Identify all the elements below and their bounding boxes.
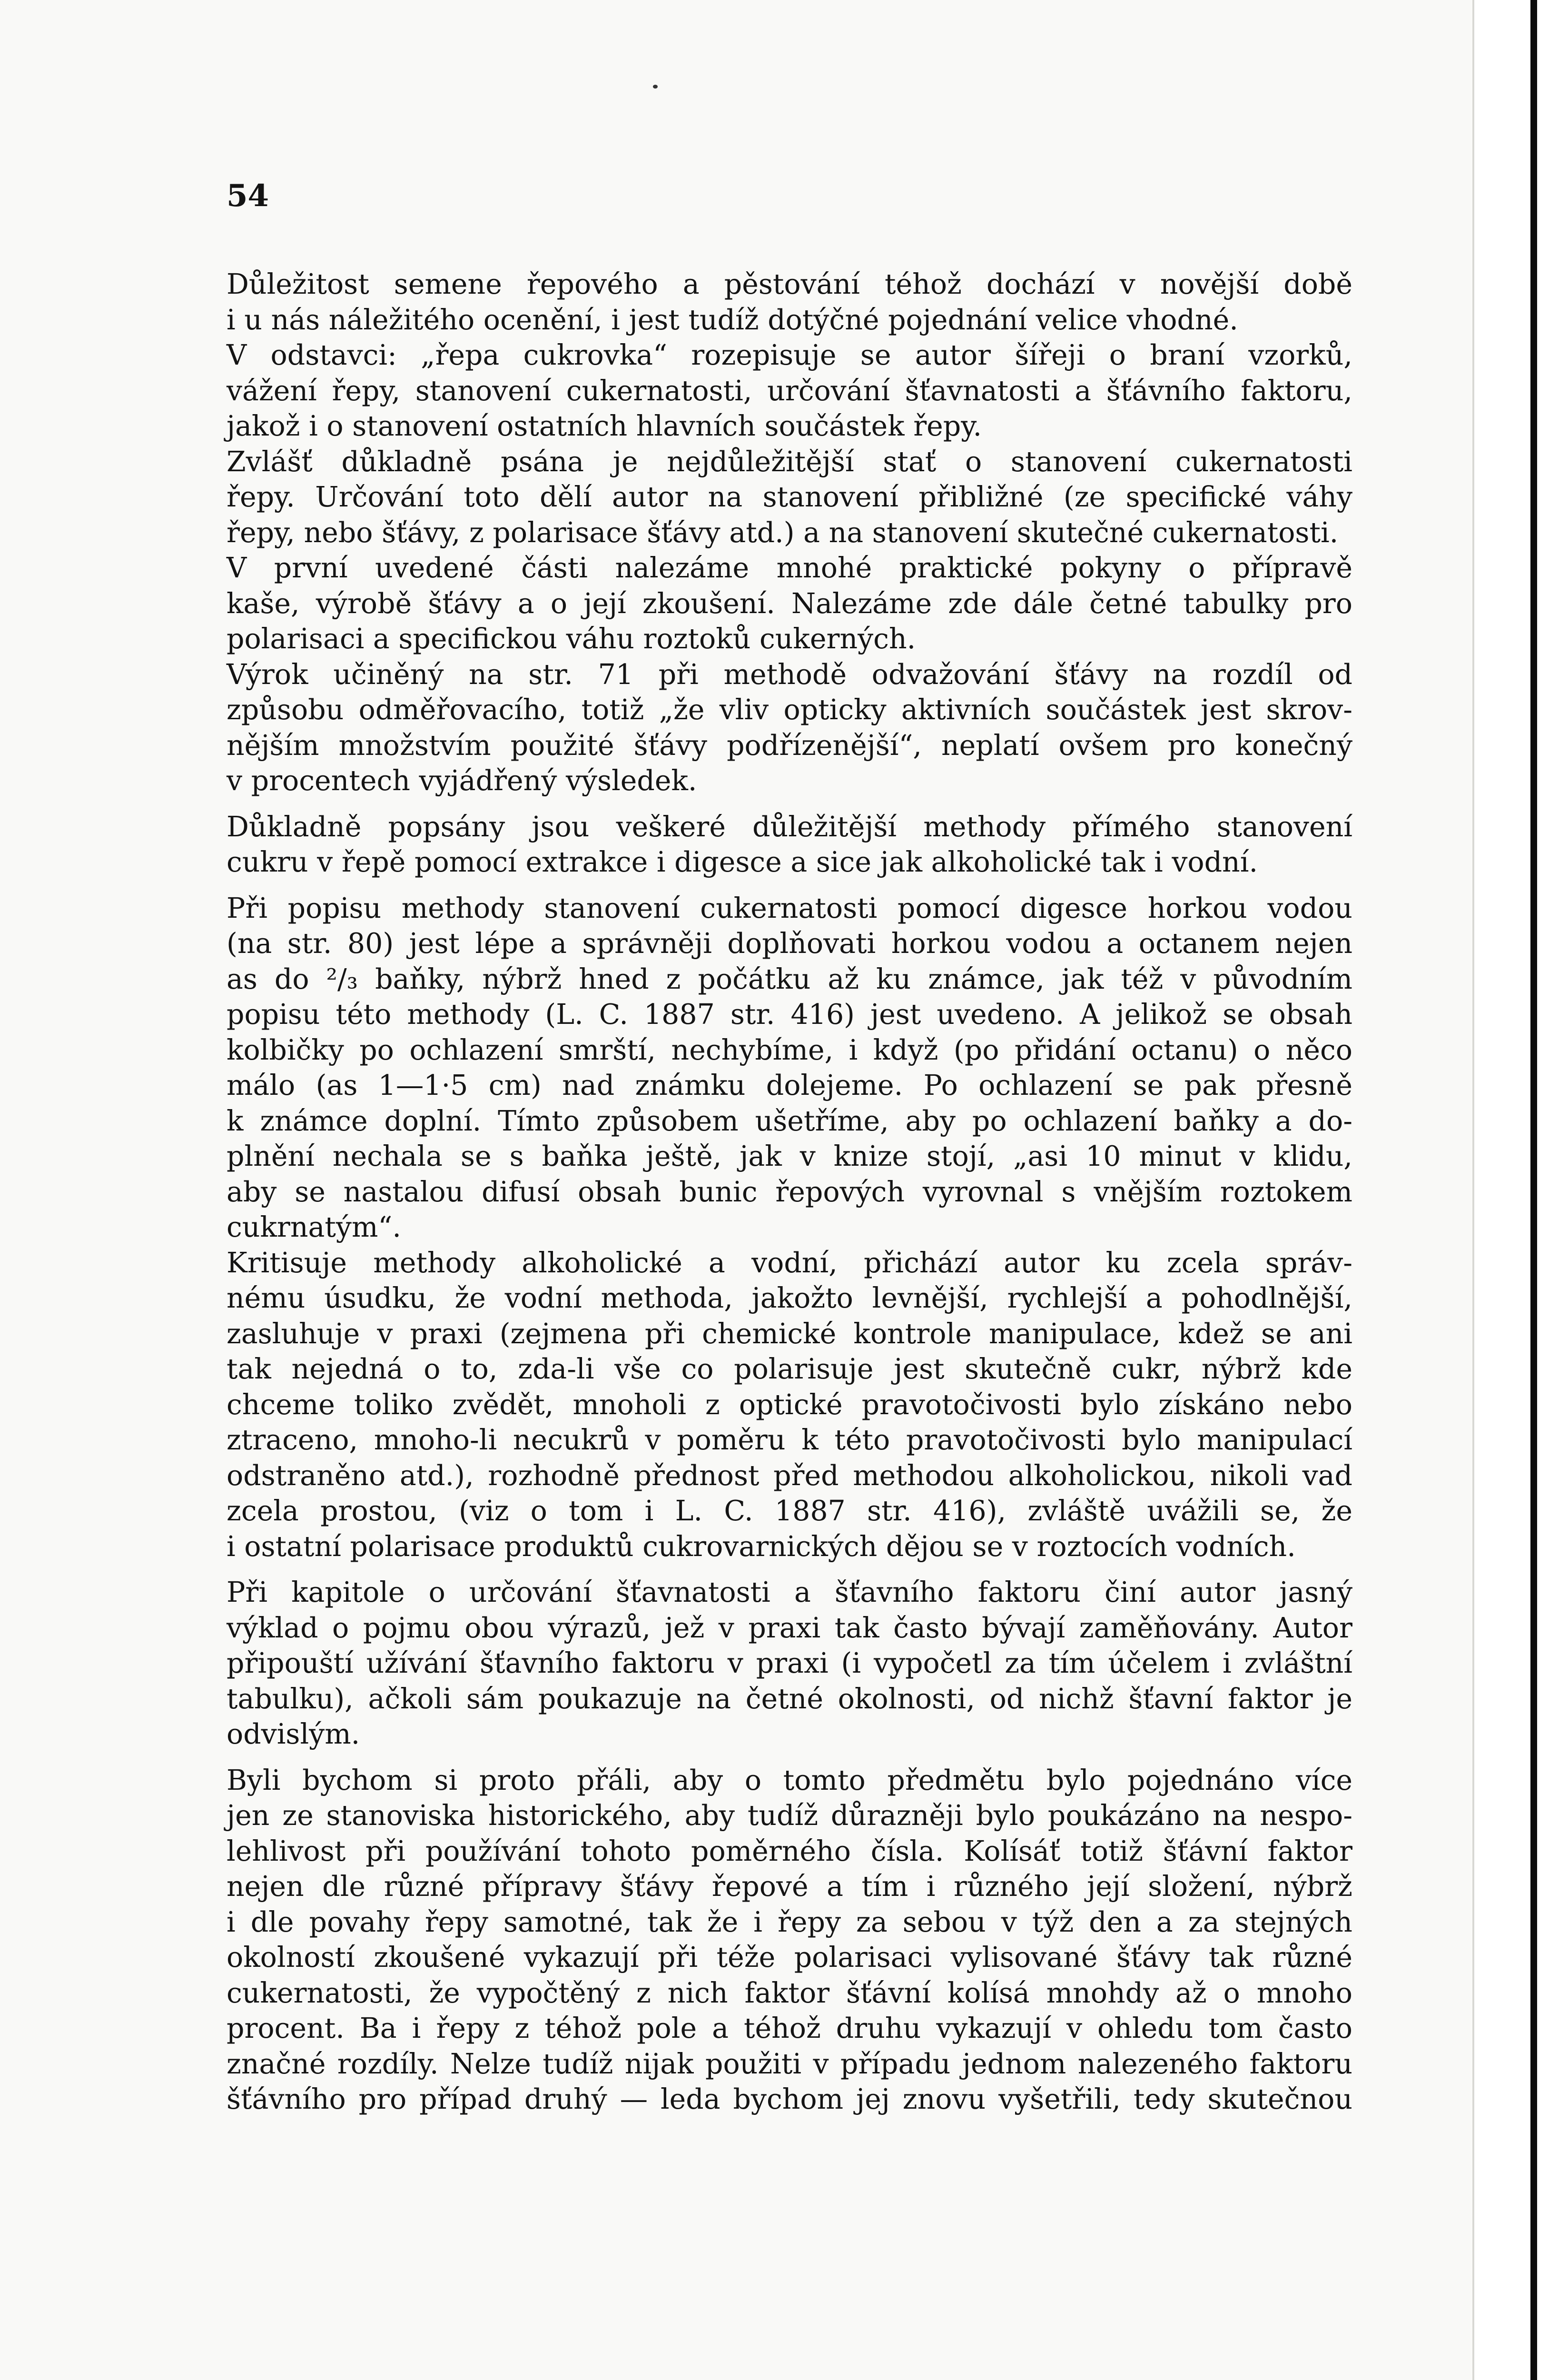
text-line: šťávního pro případ druhý — leda bychom jej znovu vyšetřili, tedy skutečnou — [227, 2083, 1352, 2115]
text-line: k známce doplní. Tímto způsobem ušetříme, aby po ochlazení baňky a do- — [227, 1104, 1352, 1137]
page-edge — [1474, 0, 1559, 2380]
text-line: tabulku), ačkoli sám poukazuje na četné okolnosti, od nichž šťavní faktor je — [227, 1682, 1352, 1715]
text-line: Důkladně popsány jsou veškeré důležitější methody přímého stanovení — [227, 810, 1352, 843]
text-line: málo (as 1—1·5 cm) nad známku dolejeme. Po ochlazení se pak přesně — [227, 1069, 1352, 1101]
text-line: i u nás náležitého ocenění, i jest tudíž dotýčné pojednání velice vhodné. — [227, 303, 1238, 336]
paragraph — [227, 444, 1352, 551]
text-line: nému úsudku, že vodní methoda, jakožto levnější, rychlejší a pohodlnější, — [227, 1282, 1352, 1314]
text-line: značné rozdíly. Nelze tudíž nijak použiti v případu jednom nalezeného faktoru — [227, 2047, 1352, 2080]
text-line: řepy, nebo šťávy, z polarisace šťávy atd.) a na stanovení skutečné cukernatosti. — [227, 516, 1339, 549]
text-line: (na str. 80) jest lépe a správněji doplňovati horkou vodou a octanem nejen — [227, 927, 1352, 960]
paragraph — [227, 1575, 1352, 1752]
text-line: připouští užívání šťavního faktoru v praxi (i vypočetl za tím účelem i zvláštní — [227, 1647, 1352, 1679]
paragraph — [227, 1245, 1352, 1565]
page-number: 54 — [227, 178, 269, 214]
text-line: as do ²/₃ baňky, nýbrž hned z počátku až ku známce, jak též v původním — [227, 962, 1352, 995]
text-line: Při popisu methody stanovení cukernatosti pomocí digesce horkou vodou — [227, 892, 1352, 924]
text-line: tak nejedná o to, zda-li vše co polarisuje jest skutečně cukr, nýbrž kde — [227, 1353, 1352, 1385]
text-line: Byli bychom si proto přáli, aby o tomto předmětu bylo pojednáno více — [227, 1764, 1352, 1796]
paragraph — [227, 809, 1352, 880]
text-line: aby se nastalou difusí obsah bunic řepových vyrovnal s vnějším roztokem — [227, 1175, 1352, 1208]
paragraph — [227, 267, 1352, 337]
text-line: i ostatní polarisace produktů cukrovarnických dějou se v roztocích vodních. — [227, 1530, 1296, 1563]
paragraph — [227, 1763, 1352, 2117]
text-line: řepy. Určování toto dělí autor na stanovení přibližné (ze specifické váhy — [227, 481, 1352, 513]
text-line: jen ze stanoviska historického, aby tudíž důrazněji bylo poukázáno na nespo- — [227, 1799, 1352, 1832]
text-line: v procentech vyjádřený výsledek. — [227, 764, 697, 797]
binding-shadow — [1530, 0, 1537, 2380]
text-line: kaše, výrobě šťávy a o její zkoušení. Nalezáme zde dále četné tabulky pro — [227, 587, 1352, 620]
text-line: procent. Ba i řepy z téhož pole a téhož druhu vykazují v ohledu tom často — [227, 2012, 1352, 2044]
text-line: Při kapitole o určování šťavnatosti a šťavního faktoru činí autor jasný — [227, 1576, 1352, 1608]
text-line: polarisaci a specifickou váhu roztoků cukerných. — [227, 623, 916, 655]
text-line: zasluhuje v praxi (zejmena při chemické kontrole manipulace, kdež se ani — [227, 1317, 1352, 1350]
text-line: i dle povahy řepy samotné, tak že i řepy za sebou v týž den a za stejných — [227, 1905, 1352, 1938]
paragraph — [227, 891, 1352, 1245]
text-line: okolností zkoušené vykazují při téže polarisaci vylisované šťávy tak různé — [227, 1941, 1352, 1973]
text-line: zcela prostou, (viz o tom i L. C. 1887 str. 416), zvláště uvážili se, že — [227, 1495, 1352, 1527]
text-line: nějším množstvím použité šťávy podřízenější“, neplatí ovšem pro konečný — [227, 729, 1352, 762]
text-line: odstraněno atd.), rozhodně přednost před methodou alkoholickou, nikoli vad — [227, 1459, 1352, 1492]
text-line: způsobu odměřovacího, totiž „že vliv opticky aktivních součástek jest skrov- — [227, 694, 1352, 726]
text-line: V odstavci: „řepa cukrovka“ rozepisuje se autor šířeji o braní vzorků, — [227, 339, 1352, 371]
text-line: cukernatosti, že vypočtěný z nich faktor šťávní kolísá mnohdy až o mnoho — [227, 1976, 1352, 2009]
paragraph — [227, 657, 1352, 799]
text-line: výklad o pojmu obou výrazů, jež v praxi tak často bývají zaměňovány. Autor — [227, 1611, 1352, 1644]
text-line: nejen dle různé přípravy šťávy řepové a tím i různého její složení, nýbrž — [227, 1870, 1352, 1903]
paragraph — [227, 550, 1352, 657]
text-line: Výrok učiněný na str. 71 při methodě odvažování šťávy na rozdíl od — [227, 658, 1352, 691]
paragraph — [227, 337, 1352, 444]
text-line: jakož i o stanovení ostatních hlavních součástek řepy. — [227, 410, 982, 442]
text-line: vážení řepy, stanovení cukernatosti, určování šťavnatosti a šťávního faktoru, — [227, 374, 1352, 407]
text-line: plnění nechala se s baňka ještě, jak v knize stojí, „asi 10 minut v klidu, — [227, 1140, 1352, 1172]
body-text — [227, 267, 1352, 2117]
text-line: popisu této methody (L. C. 1887 str. 416) jest uvedeno. A jelikož se obsah — [227, 998, 1352, 1031]
text-line: ztraceno, mnoho-li necukrů v poměru k této pravotočivosti bylo manipulací — [227, 1424, 1352, 1456]
text-line: V první uvedené části nalezáme mnohé praktické pokyny o přípravě — [227, 552, 1352, 584]
text-line: Kritisuje methody alkoholické a vodní, přichází autor ku zcela správ- — [227, 1246, 1352, 1279]
text-line: odvislým. — [227, 1718, 360, 1750]
text-line: cukru v řepě pomocí extrakce i digesce a sice jak alkoholické tak i vodní. — [227, 846, 1258, 878]
text-line: cukrnatým“. — [227, 1211, 401, 1243]
ink-speck — [653, 85, 658, 89]
text-line: Důležitost semene řepového a pěstování téhož dochází v novější době — [227, 268, 1352, 300]
text-line: kolbičky po ochlazení smrští, nechybíme, i když (po přidání octanu) o něco — [227, 1033, 1352, 1066]
text-line: lehlivost při používání tohoto poměrného čísla. Kolísáť totiž šťávní faktor — [227, 1835, 1352, 1867]
text-line: chceme toliko zvědět, mnoholi z optické pravotočivosti bylo získáno nebo — [227, 1388, 1352, 1421]
text-line: Zvlášť důkladně psána je nejdůležitější stať o stanovení cukernatosti — [227, 445, 1352, 478]
